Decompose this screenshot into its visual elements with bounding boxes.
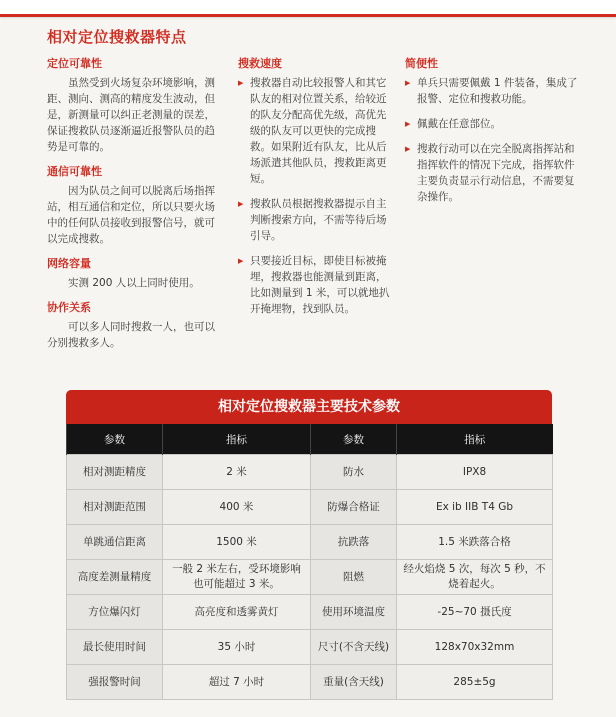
param-name: 使用环境温度 [311,595,397,630]
column-header: 参数 [311,424,397,455]
table-row [67,630,553,665]
section-body: 实测 200 人以上同时使用。 [68,277,200,289]
features-column-1 [47,56,225,360]
bullet-item: ▶ 搜救队员根据搜救器提示自主判断搜索方向，不需等待后场引导。 [238,196,393,244]
section-heading: 通信可靠性 [47,165,102,178]
section-body: 因为队员之间可以脱离后场指挥站，相互通信和定位，所以只要火场中的任何队员接收到报警信号，就可以完成搜救。 [47,185,215,245]
spec-table-header-row [67,424,553,455]
bullet-item: ▶ 只要接近目标，即使目标被掩埋，搜救器也能测量到距离，比如测量到 1 米，可以就地扒开掩埋物，找到队员。 [238,253,393,317]
table-row [67,665,553,700]
param-name: 相对测距精度 [67,455,163,490]
param-name: 抗跌落 [311,525,397,560]
param-name: 防爆合格证 [311,490,397,525]
section-body: 虽然受到火场复杂环境影响，测距、测向、测高的精度发生波动，但是，新测量可以纠正老测量的误差，保证搜救队员逐渐逼近报警队员的趋势是可靠的。 [47,77,215,153]
features-column-2 [238,56,393,326]
param-name: 高度差测量精度 [67,560,163,595]
column-header: 指标 [397,424,553,455]
param-name: 强报警时间 [67,665,163,700]
param-value: 高亮度和透雾黄灯 [163,595,311,630]
param-name: 重量(含天线) [311,665,397,700]
section-heading: 协作关系 [47,301,91,314]
section-heading: 定位可靠性 [47,57,102,70]
bullet-item: ▶ 搜救行动可以在完全脱离指挥站和指挥软件的情况下完成，指挥软件主要负责显示行动信息，不需要复杂操作。 [405,141,580,205]
param-name: 单跳通信距离 [67,525,163,560]
column-header: 指标 [163,424,311,455]
param-value: 1.5 米跌落合格 [397,525,553,560]
param-value: 经火焰烧 5 次，每次 5 秒，不烧着起火。 [397,560,553,595]
param-value: Ex ib IIB T4 Gb [397,490,553,525]
bullet-item: ▶ 佩戴在任意部位。 [405,116,580,132]
param-value: 400 米 [163,490,311,525]
features-column-3 [405,56,580,214]
param-name: 尺寸(不含天线) [311,630,397,665]
param-value: 1500 米 [163,525,311,560]
param-name: 阻燃 [311,560,397,595]
spec-table [66,424,553,700]
param-name: 最长使用时间 [67,630,163,665]
param-value: 一般 2 米左右，受环境影响也可能超过 3 米。 [163,560,311,595]
column-header: 参数 [67,424,163,455]
section-heading: 网络容量 [47,257,91,270]
section-heading: 简便性 [405,57,438,70]
table-row [67,455,553,490]
param-name: 相对测距范围 [67,490,163,525]
param-name: 防水 [311,455,397,490]
param-value: 128x70x32mm [397,630,553,665]
param-value: -25~70 摄氏度 [397,595,553,630]
table-row [67,525,553,560]
page-title: 相对定位搜救器特点 [47,28,187,46]
table-row [67,490,553,525]
spec-table-panel [66,390,552,700]
param-value: 2 米 [163,455,311,490]
param-name: 方位爆闪灯 [67,595,163,630]
table-row [67,560,553,595]
section-heading: 搜救速度 [238,57,282,70]
bullet-item: ▶ 单兵只需要佩戴 1 件装备，集成了报警、定位和搜救功能。 [405,75,580,107]
param-value: 超过 7 小时 [163,665,311,700]
top-band [0,0,616,17]
section-body: 可以多人同时搜救一人，也可以分别搜救多人。 [47,321,215,349]
bullet-item: ▶ 搜救器自动比较报警人和其它队友的相对位置关系，给较近的队友分配高优先级，高优先级的队友可以更快的完成搜救。如果附近有队友，比从后场派遣其他队员，搜救距离更短。 [238,75,393,187]
table-row [67,595,553,630]
param-value: 35 小时 [163,630,311,665]
param-value: 285±5g [397,665,553,700]
spec-table-title: 相对定位搜救器主要技术参数 [66,390,552,424]
param-value: IPX8 [397,455,553,490]
